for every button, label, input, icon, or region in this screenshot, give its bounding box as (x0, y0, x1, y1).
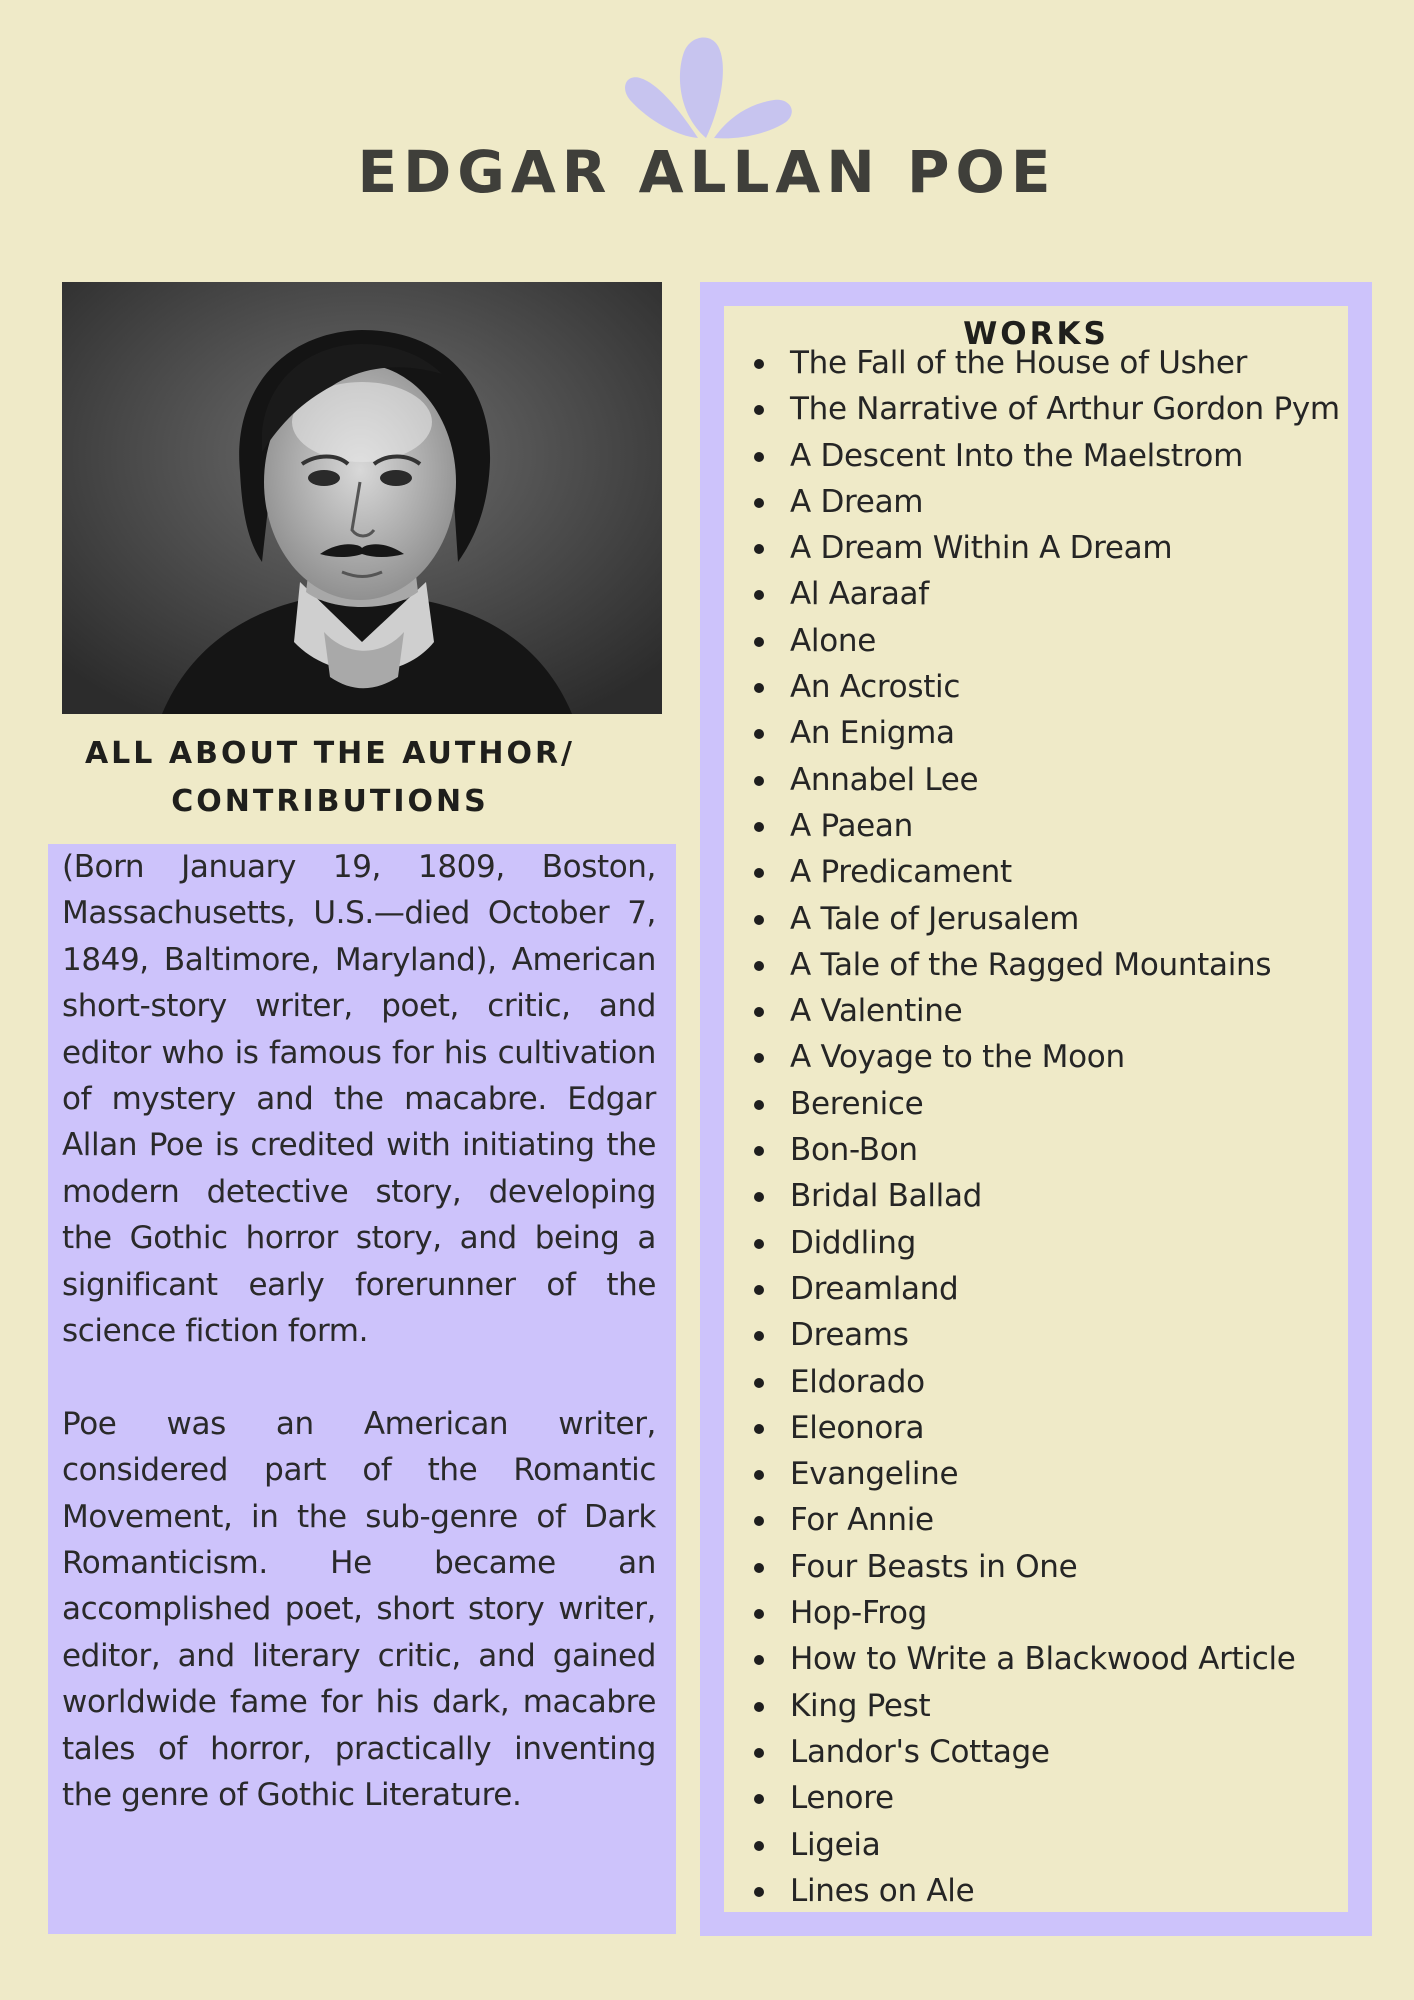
list-item: Lenore (754, 1775, 1340, 1821)
list-item: For Annie (754, 1497, 1340, 1543)
list-item: Landor's Cottage (754, 1729, 1340, 1775)
list-item: An Acrostic (754, 664, 1340, 710)
list-item: A Voyage to the Moon (754, 1034, 1340, 1080)
list-item: Annabel Lee (754, 757, 1340, 803)
works-list (754, 340, 1340, 1914)
list-item: Diddling (754, 1220, 1340, 1266)
list-item: Four Beasts in One (754, 1544, 1340, 1590)
list-item: A Descent Into the Maelstrom (754, 433, 1340, 479)
list-item: The Narrative of Arthur Gordon Pym (754, 386, 1340, 432)
list-item: Lines on Ale (754, 1868, 1340, 1914)
list-item: A Tale of the Ragged Mountains (754, 942, 1340, 988)
list-item: Eleonora (754, 1405, 1340, 1451)
about-paragraph-1: (Born January 19, 1809, Boston, Massachusetts, U.S.—died October 7, 1849, Baltimore, Maryland), American short-story writer, poet, critic, and editor who is famous for his cultivation of mystery and the macabre. Edgar Allan Poe is credited with initiating the modern detective story, developing the Gothic horror story, and being a significant early forerunner of the science fiction form. (62, 849, 656, 1350)
list-item: A Valentine (754, 988, 1340, 1034)
list-item: A Dream Within A Dream (754, 525, 1340, 571)
page-title: EDGAR ALLAN POE (357, 138, 1057, 206)
list-item: How to Write a Blackwood Article (754, 1636, 1340, 1682)
author-portrait (62, 282, 662, 714)
about-heading (48, 730, 612, 826)
list-item: King Pest (754, 1683, 1340, 1729)
list-item: Eldorado (754, 1359, 1340, 1405)
list-item: Ligeia (754, 1822, 1340, 1868)
works-panel-inner (724, 306, 1348, 1912)
list-item: A Dream (754, 479, 1340, 525)
about-heading-line2: CONTRIBUTIONS (171, 784, 489, 819)
list-item: Evangeline (754, 1451, 1340, 1497)
list-item: A Tale of Jerusalem (754, 896, 1340, 942)
about-text-box (48, 844, 676, 1934)
list-item: The Fall of the House of Usher (754, 340, 1340, 386)
list-item: Bridal Ballad (754, 1173, 1340, 1219)
list-item: Dreams (754, 1312, 1340, 1358)
list-item: Bon-Bon (754, 1127, 1340, 1173)
works-panel (700, 282, 1372, 1936)
list-item: Alone (754, 618, 1340, 664)
about-heading-line1: ALL ABOUT THE AUTHOR/ (84, 736, 576, 771)
list-item: A Predicament (754, 849, 1340, 895)
works-heading: WORKS (963, 316, 1109, 352)
list-item: Al Aaraaf (754, 571, 1340, 617)
about-paragraph-2: Poe was an American writer, considered part of the Romantic Movement, in the sub-genre of Dark Romanticism. He became an accomplished poet, short story writer, editor, and literary critic, and gained worldwide fame for his dark, macabre tales of horror, practically inventing the genre of Gothic Literature. (62, 1405, 656, 1814)
splash-drops-icon (618, 34, 798, 142)
list-item: An Enigma (754, 710, 1340, 756)
list-item: Dreamland (754, 1266, 1340, 1312)
list-item: Berenice (754, 1081, 1340, 1127)
list-item: Hop-Frog (754, 1590, 1340, 1636)
list-item: A Paean (754, 803, 1340, 849)
